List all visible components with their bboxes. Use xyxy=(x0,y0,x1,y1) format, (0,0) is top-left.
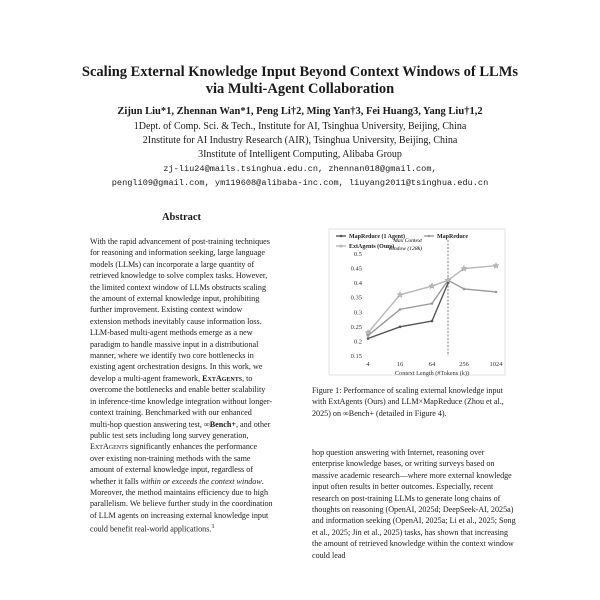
y-tick-label: 0.45 xyxy=(350,265,362,273)
legend-label-2: ExtAgents (Ours) xyxy=(349,244,395,250)
intro-paragraph: hop question answering with Internet, reasoning over enterprise knowledge bases, or writing surveys based on massive academic research—where more external knowledge input often results in better outcomes. Especially, recent research on post-training LLMs to generate long chains of thoughts on reasoning (OpenAI, 2025d; DeepSeek-AI, 2025a) and information seeking (OpenAI, 2025a; Li et al., 2025; Song et al., 2025; Jin et al., 2025) tasks, has shown that increasing the amount of retrieved knowledge within the context window could lead xyxy=(312,448,516,560)
email-line-2: pengli09@gmail.com, ym119608@alibaba-inc.com, liuyang2011@tsinghua.edu.cn xyxy=(111,178,489,188)
data-point xyxy=(495,291,498,294)
data-point xyxy=(429,283,435,289)
series-line-1 xyxy=(368,280,496,335)
affiliation-1: 1Dept. of Comp. Sci. & Tech., Institute for AI, Tsinghua University, Beijing, China xyxy=(133,121,467,132)
line-chart xyxy=(328,228,510,378)
author-list: Zijun Liu*1, Zhennan Wan*1, Peng Li†2, Ming Yan†3, Fei Huang3, Yang Liu†1,2 xyxy=(117,106,483,117)
data-point xyxy=(431,302,434,305)
figure-1-chart xyxy=(328,228,510,378)
y-tick-label: 0.4 xyxy=(353,280,362,288)
x-tick-label: 16 xyxy=(396,361,404,368)
data-point xyxy=(399,308,402,311)
email-line-1: zj-liu24@mails.tsinghua.edu.cn, zhennan018@gmail.com, xyxy=(163,164,437,174)
y-tick-label: 0.3 xyxy=(353,309,362,317)
chart-series xyxy=(365,262,499,339)
x-axis-label: Context Length (#Tokens (k)) xyxy=(395,370,469,377)
y-tick-label: 0.25 xyxy=(350,323,362,331)
y-tick-label: 0.2 xyxy=(353,338,362,346)
data-point xyxy=(367,337,370,340)
data-point xyxy=(399,326,402,329)
data-point xyxy=(431,320,434,323)
extagents-name: ExtAgents xyxy=(202,373,243,383)
paper-title xyxy=(0,64,600,98)
legend-marker xyxy=(340,235,343,238)
legend-marker xyxy=(428,235,431,238)
data-point xyxy=(463,288,466,291)
context-window-label-1: Max Context xyxy=(393,238,422,244)
data-point xyxy=(493,262,499,268)
x-tick-label: 1024 xyxy=(489,361,503,368)
figure-caption: Figure 1: Performance of scaling external knowledge input with ExtAgents (Ours) and LLM×MapReduce (Zhou et al., 2025) on ∞Bench+ (detailed in Figure 4). xyxy=(312,386,504,418)
legend-label-0: MapReduce (1 Agent) xyxy=(349,234,405,240)
x-tick-label: 256 xyxy=(459,361,469,368)
bench-name: ∞Bench+ xyxy=(203,419,236,429)
title-line-1: Scaling External Knowledge Input Beyond Context Windows of LLMs xyxy=(81,64,519,80)
series-line-0 xyxy=(368,283,448,338)
series-line-2 xyxy=(368,266,496,333)
abstract-heading: Abstract xyxy=(161,212,202,223)
y-tick-label: 0.5 xyxy=(353,251,362,258)
title-line-2: via Multi-Agent Collaboration xyxy=(205,81,395,97)
y-tick-label: 0.15 xyxy=(350,353,362,360)
affiliation-2: 2Institute for AI Industry Research (AIR), Tsinghua University, Beijing, China xyxy=(142,135,458,146)
abstract-body: With the rapid advancement of post-training techniques for reasoning and information seeking, large language models (LLMs) can incorporate a large quantity of retrieved knowledge to solve complex tasks. However, the limited context window of LLMs obstructs scaling the amount of external knowledge input, prohibiting further improvement. Existing context window extension methods inevitably cause information loss. LLM-based multi-agent methods emerge as a new paradigm to handle massive input in a distributional manner, where we identify two core bottlenecks in existing agent orchestration designs. In this work, we develop a multi-agent framework, ExtAgents, to overcome the bottlenecks and enable better scalability in inference-time knowledge integration without longer-context training. Benchmarked with our enhanced multi-hop question answering test, ∞Bench+, and other public test sets including long survey generation, ExtAgents significantly enhances the performance over existing non-training methods with the same amount of external knowledge input, regardless of whether it falls within or exceeds the context window. Moreover, the method maintains efficiency due to high parallelism. We believe further study in the coordination of LLM agents on increasing external knowledge input could benefit real-world applications.$^1$ xyxy=(90,237,273,534)
context-window-label-2: Window (128k) xyxy=(387,246,422,252)
legend-marker xyxy=(339,244,344,248)
x-tick-label: 4 xyxy=(366,361,370,368)
affiliation-3: 3Institute of Intelligent Computing, Alibaba Group xyxy=(198,149,402,160)
legend-label-1: MapReduce xyxy=(437,234,468,240)
y-tick-label: 0.35 xyxy=(350,294,362,302)
x-tick-label: 64 xyxy=(428,361,436,368)
